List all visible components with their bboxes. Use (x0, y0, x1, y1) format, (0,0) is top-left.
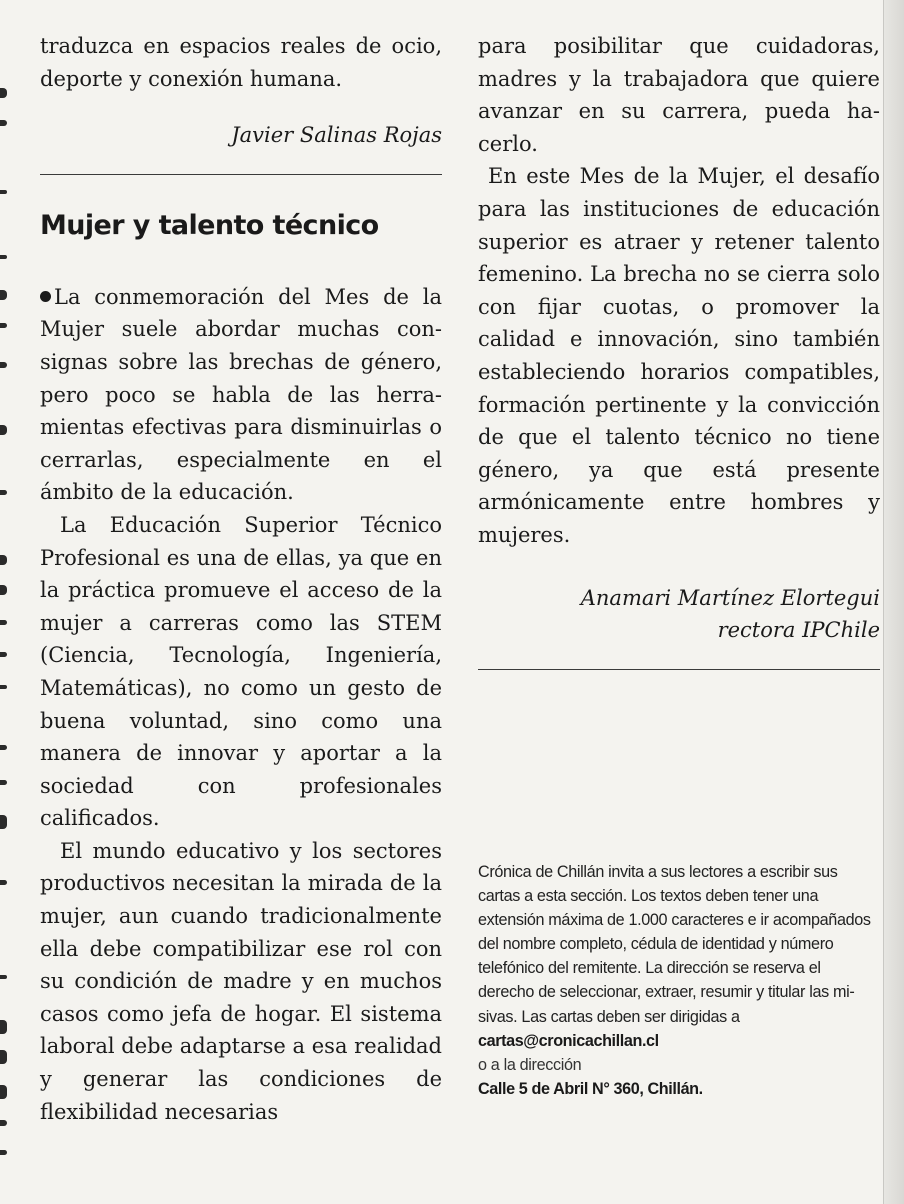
submission-notice (478, 860, 880, 1101)
adjacent-column-edge (0, 40, 14, 1180)
article-author-title: rectora IPChile (717, 618, 880, 643)
section-divider (40, 174, 442, 175)
author-divider (478, 669, 880, 670)
previous-letter-closing: traduzca en espacios reales de ocio, deporte y conexión humana. (40, 34, 442, 91)
bullet-icon (40, 291, 51, 302)
article-paragraph-1: La conmemoración del Mes de la Mujer suele abordar muchas consignas sobre las brechas de género, pero poco se habla de las herramientas efectivas para disminuirlas o cerrarlas, especialmente en el ámbito de la educación. (40, 284, 442, 505)
article-paragraph-3: El mundo educativo y los sectores productivos necesitan la mirada de la mujer, aun cuando tradicionalmente ella debe compatibilizar ese rol con su condición de madre y en muchos casos como jefa de hogar. El sistema laboral debe adaptarse a esa realidad y generar las condiciones de flexibilidad necesarias (40, 838, 442, 1124)
left-column (40, 30, 442, 1128)
notice-address: Calle 5 de Abril N° 360, Chillán. (478, 1079, 703, 1098)
article-paragraph-2: La Educación Superior Técnico Profesional es una de ellas, ya que en la práctica promueve el acceso de la mujer a carreras como las STEM (Ciencia, Tecnología, Ingeniería, Matemáticas), no como un gesto de buena voluntad, sino como una manera de innovar y aportar a la sociedad con profesionales calificados. (40, 512, 442, 831)
article-paragraph-4: para posibilitar que cuidadoras, madres y la trabajadora que quiere avanzar en su carrera, pueda hacerlo. (478, 34, 880, 156)
notice-email: cartas@cronicachillan.cl (478, 1031, 659, 1050)
article-paragraph-5: En este Mes de la Mujer, el desafío para las instituciones de educación superior es atraer y retener talento femenino. La brecha no se cierra solo con fijar cuotas, o promover la calidad e innovación, sino también estableciendo horarios compatibles, formación pertinente y la convicción de que el talento técnico no tiene género, ya que está presente armónicamente entre hombres y mujeres. (478, 164, 880, 547)
notice-address-label: o a la dirección (478, 1055, 582, 1074)
notice-text: Crónica de Chillán invita a sus lectores a escribir sus cartas a esta sección. Los textos deben tener una extensión máxima de 1.000 caracteres e ir acompañados del nombre completo, cédula de identidad y número telefónico del remitente. La dirección se reserva el derecho de seleccionar, extraer, resumir y titular las misivas. Las cartas deben ser dirigidas a (478, 863, 871, 1026)
right-column (478, 30, 880, 670)
article-headline: Mujer y talento técnico (40, 209, 379, 241)
previous-letter-signature: Javier Salinas Rojas (231, 123, 442, 148)
page-fold-edge (883, 0, 904, 1204)
article-author: Anamari Martínez Elortegui (580, 585, 880, 610)
